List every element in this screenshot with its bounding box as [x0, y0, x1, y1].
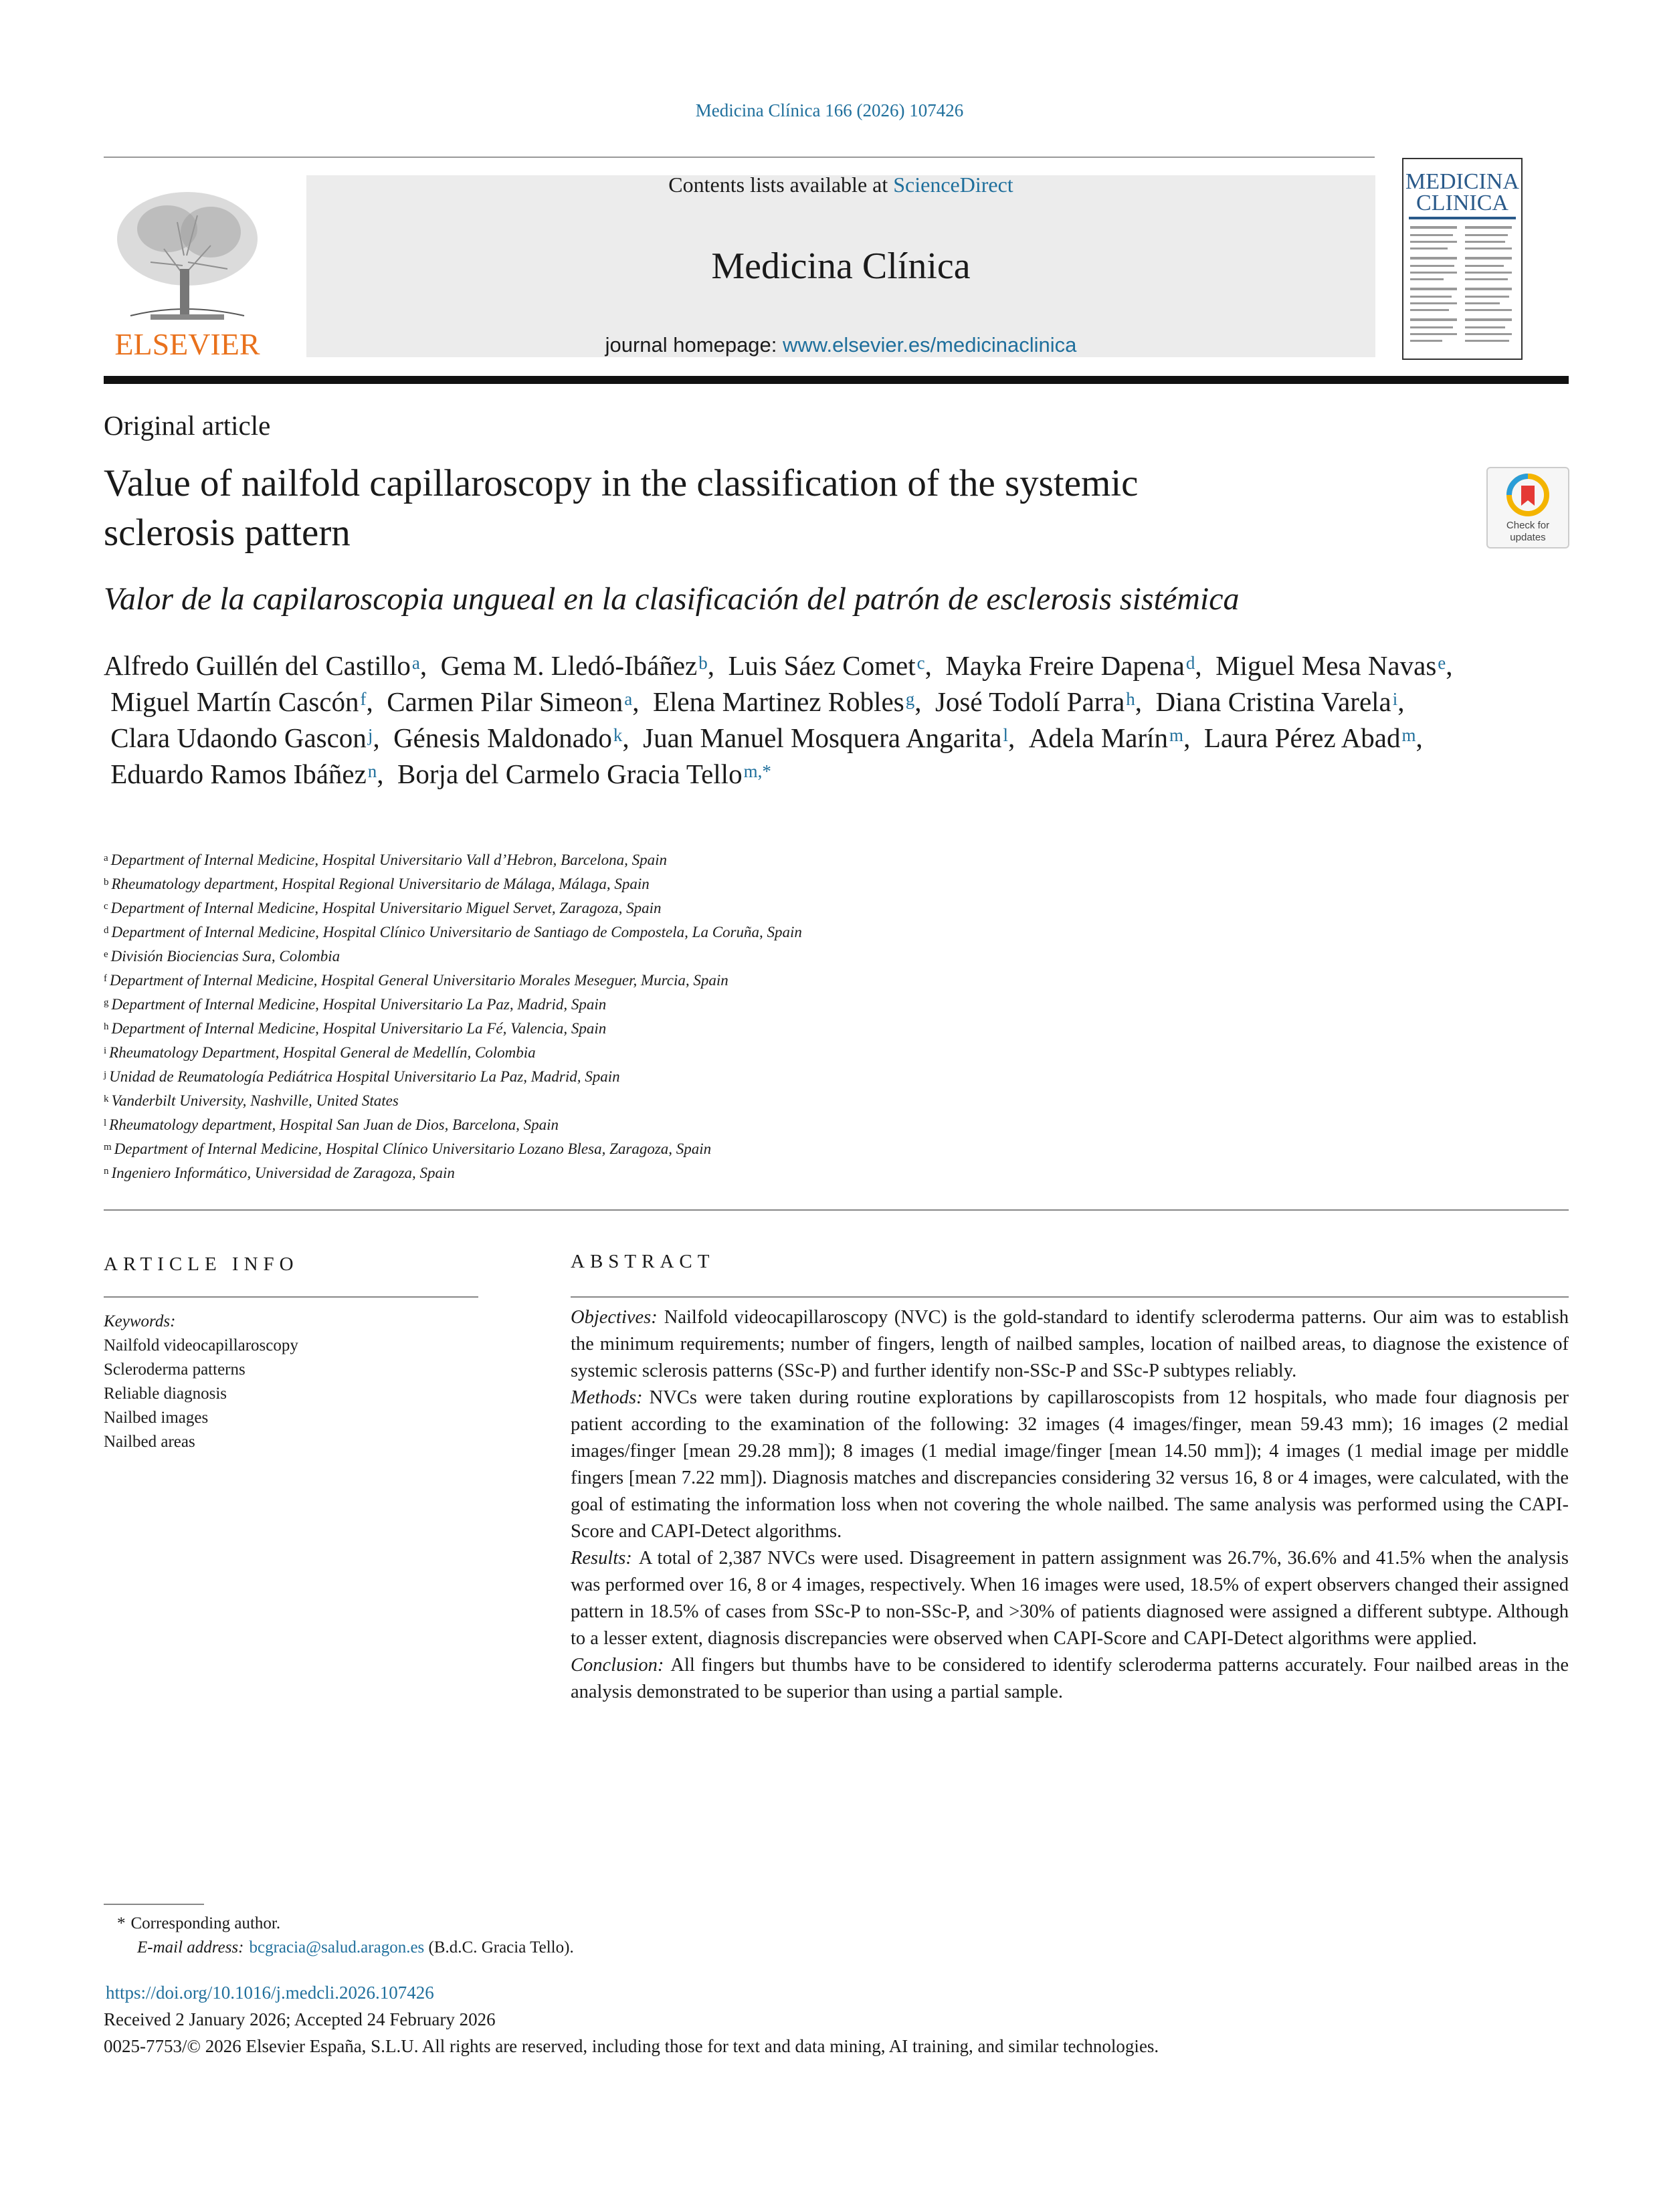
affiliation-text: Department of Internal Medicine, Hospital Universitario Vall d’Hebron, Barcelona, Spain	[110, 851, 667, 868]
crossmark-line-2: updates	[1510, 532, 1546, 543]
affiliation-item	[104, 896, 1442, 920]
author-name[interactable]: Carmen Pilar Simeon	[387, 686, 623, 717]
footnote-line-1	[104, 1912, 574, 1936]
author-name[interactable]: Eduardo Ramos Ibáñez	[110, 759, 367, 789]
affiliation-marker: d	[104, 925, 109, 936]
affiliation-marker: h	[104, 1021, 109, 1032]
affiliation-marker: m	[104, 1142, 112, 1152]
journal-cover-thumbnail[interactable]	[1402, 158, 1523, 360]
keyword-list	[104, 1334, 298, 1454]
affiliation-text: División Biociencias Sura, Colombia	[110, 948, 340, 965]
abstract-section	[571, 1304, 1569, 1385]
email-suffix: (B.d.C. Gracia Tello).	[424, 1938, 574, 1956]
corresponding-author-footnote	[104, 1912, 574, 1960]
affiliation-text: Rheumatology department, Hospital San Juan de Dios, Barcelona, Spain	[109, 1116, 559, 1133]
abstract-body	[571, 1304, 1569, 1706]
contents-prefix: Contents lists available at	[668, 173, 894, 197]
crossmark-icon	[1488, 468, 1568, 547]
author-email-link[interactable]: bcgracia@salud.aragon.es	[249, 1938, 425, 1956]
journal-homepage-link[interactable]: www.elsevier.es/medicinaclinica	[783, 333, 1077, 357]
affiliation-item	[104, 1161, 1442, 1185]
affiliation-text: Rheumatology Department, Hospital General de Medellín, Colombia	[109, 1044, 536, 1061]
affiliation-text: Department of Internal Medicine, Hospital Clínico Universitario de Santiago de Compostela, La Coruña, Spain	[111, 924, 802, 940]
title-line-2: sclerosis pattern	[104, 512, 351, 554]
author-name[interactable]: Alfredo Guillén del Castillo	[104, 650, 411, 681]
author-affiliation-marker[interactable]: a	[624, 689, 633, 709]
author-name[interactable]: Adela Marín	[1028, 722, 1169, 753]
abstract-section-label: Objectives:	[571, 1307, 658, 1328]
affiliation-item	[104, 1089, 1442, 1113]
abstract-section	[571, 1385, 1569, 1545]
author-name[interactable]: José Todolí Parra	[935, 686, 1125, 717]
affiliation-marker: c	[104, 901, 108, 912]
check-for-updates-button[interactable]	[1486, 467, 1569, 548]
article-type-label: Original article	[104, 410, 271, 441]
affiliation-item	[104, 920, 1442, 944]
publisher-wordmark: ELSEVIER	[114, 327, 260, 361]
keyword-item: Nailbed areas	[104, 1433, 195, 1451]
footnote-rule	[104, 1904, 204, 1905]
affiliation-item	[104, 1041, 1442, 1065]
affiliation-item	[104, 969, 1442, 993]
keyword-item: Nailfold videocapillaroscopy	[104, 1336, 298, 1354]
keywords-label: Keywords:	[104, 1312, 176, 1330]
author-affiliation-marker[interactable]: d	[1185, 653, 1195, 673]
abstract-section-label: Results:	[571, 1548, 632, 1569]
affiliation-text: Ingeniero Informático, Universidad de Zaragoza, Spain	[111, 1165, 455, 1181]
author-affiliation-marker[interactable]: f	[360, 689, 367, 709]
homepage-prefix: journal homepage:	[605, 333, 783, 357]
author-name[interactable]: Miguel Mesa Navas	[1215, 650, 1437, 681]
header-top-rule	[104, 157, 1375, 158]
article-subtitle-spanish: Valor de la capilaroscopia ungueal en la clasificación del patrón de esclerosis sistémica	[104, 581, 1240, 617]
author-list: Alfredo Guillén del Castillo$^a$, Gema M. Lledó-Ibáñez$^b$, Luis Sáez Comet$^c$, Mayka Freire Dapena$^d$, Miguel Mesa Navas$^e$, Miguel Martín Cascón$^f$, Carmen Pilar Simeon$^a$, Elena Martinez Robles$^g$, José Todolí Parra$^h$, Diana Cristina Varela$^i$, Clara Udaondo Gascon$^j$, Génesis Maldonado$^k$, Juan Manuel Mosquera Angarita$^l$, Adela Marín$^m$, Laura Pérez Abad$^m$, Eduardo Ramos Ibáñez$^n$, Borja del Carmelo Gracia Tello$^{m,*}$	[104, 650, 1453, 789]
author-name[interactable]: Elena Martinez Robles	[652, 686, 904, 717]
author-affiliation-marker[interactable]: e	[1438, 653, 1446, 673]
author-name[interactable]: Mayka Freire Dapena	[945, 650, 1185, 681]
author-name[interactable]: Diana Cristina Varela	[1155, 686, 1391, 717]
affiliation-item	[104, 872, 1442, 896]
journal-citation-link[interactable]: Medicina Clínica 166 (2026) 107426	[695, 100, 964, 120]
affiliation-text: Department of Internal Medicine, Hospital General Universitario Morales Meseguer, Murcia, Spain	[110, 972, 728, 989]
article-title	[104, 459, 1308, 558]
affiliation-text: Vanderbilt University, Nashville, United States	[111, 1092, 399, 1109]
affiliation-marker: j	[104, 1070, 107, 1080]
elsevier-tree-icon	[104, 175, 271, 363]
doi-link[interactable]: https://doi.org/10.1016/j.medcli.2026.107426	[106, 1983, 434, 2003]
author-affiliation-marker[interactable]: c	[916, 653, 925, 673]
affiliation-item	[104, 1065, 1442, 1089]
abstract-section	[571, 1652, 1569, 1706]
affiliation-marker: g	[104, 997, 109, 1008]
abstract-heading: ABSTRACT	[571, 1251, 715, 1272]
affiliation-text: Department of Internal Medicine, Hospital Universitario La Fé, Valencia, Spain	[111, 1020, 607, 1037]
cover-title-2: CLINICA	[1416, 191, 1508, 215]
elsevier-logo[interactable]	[104, 175, 271, 363]
abstract-section	[571, 1545, 1569, 1652]
affiliation-text: Unidad de Reumatología Pediátrica Hospital Universitario La Paz, Madrid, Spain	[109, 1068, 620, 1085]
author-affiliation-marker[interactable]: h	[1126, 689, 1135, 709]
journal-name: Medicina Clínica	[711, 245, 971, 287]
footnote-line-2	[104, 1936, 574, 1960]
author-affiliation-marker[interactable]: m	[1401, 725, 1416, 745]
abstract-section-text: All fingers but thumbs have to be considered to identify scleroderma patterns accurately. Four nailbed areas in the analysis demonstrated to be superior than using a partial sample.	[571, 1655, 1569, 1702]
abstract-section-text: NVCs were taken during routine explorations by capillaroscopists from 12 hospitals, who made four diagnosis per patient according to the examination of the following: 32 images (4 images/finger, mean 59.43 mm); 16 images (2 medial images/finger [mean 29.28 mm]); 8 images (1 medial image/finger [mean 14.50 mm]); 4 images (1 medial image per middle fingers [mean 7.22 mm]). Diagnosis matches and discrepancies considering 32 versus 16, 8 or 4 images, were calculated, with the goal of estimating the information loss when not covering the whole nailbed. The same analysis was performed using the CAPI-Score and CAPI-Detect algorithms.	[571, 1387, 1569, 1542]
keyword-item: Nailbed images	[104, 1409, 209, 1427]
author-name[interactable]: Miguel Martín Cascón	[110, 686, 359, 717]
footnote-corresponding: Corresponding author.	[130, 1914, 281, 1932]
article-info-rule	[104, 1296, 478, 1298]
author-affiliation-marker[interactable]: n	[367, 761, 377, 781]
affiliation-item	[104, 1113, 1442, 1137]
affiliation-item	[104, 1137, 1442, 1161]
author-affiliation-marker[interactable]: b	[698, 653, 708, 673]
author-affiliation-marker[interactable]: i	[1392, 689, 1398, 709]
article-info-heading: ARTICLE INFO	[104, 1253, 299, 1275]
keyword-item: Scleroderma patterns	[104, 1361, 246, 1379]
author-affiliation-marker[interactable]: k	[613, 725, 623, 745]
received-accepted-dates: Received 2 January 2026; Accepted 24 February 2026	[104, 2009, 496, 2029]
affiliation-marker: f	[104, 973, 107, 984]
affiliation-list	[104, 848, 1442, 1185]
header-bottom-rule	[104, 376, 1569, 384]
copyright-notice: 0025-7753/© 2026 Elsevier España, S.L.U. All rights are reserved, including those for text and data mining, AI training, and similar technologies.	[104, 2036, 1159, 2056]
affiliation-text: Department of Internal Medicine, Hospital Universitario Miguel Servet, Zaragoza, Spain	[110, 900, 662, 916]
title-line-1: Value of nailfold capillaroscopy in the classification of the systemic	[104, 462, 1139, 504]
abstract-section-text: A total of 2,387 NVCs were used. Disagreement in pattern assignment was 26.7%, 36.6% and 41.5% when the analysis was performed over 16, 8 or 4 images, respectively. When 16 images were used, 18.5% of expert observers changed their assigned pattern in 18.5% of cases from SSc-P to non-SSc-P, and >30% of patients diagnosed were assigned a different subtype. Although to a lesser extent, diagnosis discrepancies were observed when CAPI-Score and CAPI-Detect algorithms were applied.	[571, 1548, 1569, 1649]
author-affiliation-marker[interactable]: a	[411, 653, 420, 673]
affiliation-item	[104, 944, 1442, 969]
author-affiliation-marker[interactable]: g	[905, 689, 915, 709]
crossmark-line-1: Check for	[1506, 520, 1550, 531]
homepage-line	[306, 333, 1375, 357]
section-divider	[104, 1209, 1569, 1211]
author-affiliation-marker[interactable]: j	[367, 725, 373, 745]
abstract-section-text: Nailfold videocapillaroscopy (NVC) is the gold-standard to identify scleroderma patterns. Our aim was to establish the minimum requirements; number of fingers, length of nailbed samples, location of nailbed areas, to diagnose the existence of systemic sclerosis patterns (SSc-P) and further identify non-SSc-P and SSc-P subtypes reliably.	[571, 1307, 1569, 1381]
affiliation-item	[104, 993, 1442, 1017]
affiliation-text: Department of Internal Medicine, Hospital Clínico Universitario Lozano Blesa, Zaragoza, Spain	[114, 1140, 712, 1157]
affiliation-text: Rheumatology department, Hospital Regional Universitario de Málaga, Málaga, Spain	[111, 876, 650, 892]
author-name[interactable]: Juan Manuel Mosquera Angarita	[643, 722, 1002, 753]
author-affiliation-marker[interactable]: m,*	[743, 761, 771, 781]
abstract-section-label: Methods:	[571, 1387, 643, 1408]
affiliation-marker: b	[104, 877, 109, 888]
abstract-rule	[571, 1296, 1569, 1298]
sciencedirect-link[interactable]: ScienceDirect	[893, 173, 1013, 197]
affiliation-marker: e	[104, 949, 108, 960]
author-affiliation-marker[interactable]: m	[1169, 725, 1184, 745]
author-affiliation-marker[interactable]: l	[1003, 725, 1008, 745]
abstract-section-label: Conclusion:	[571, 1655, 664, 1676]
author-name[interactable]: Borja del Carmelo Gracia Tello	[397, 759, 743, 789]
affiliation-marker: i	[104, 1045, 107, 1056]
email-label: E-mail address:	[137, 1938, 244, 1956]
affiliation-marker: l	[104, 1118, 107, 1128]
keyword-item: Reliable diagnosis	[104, 1385, 227, 1403]
author-name[interactable]: Gema M. Lledó-Ibáñez	[440, 650, 698, 681]
cover-image-icon	[1403, 159, 1521, 359]
affiliation-item	[104, 848, 1442, 872]
affiliation-text: Department of Internal Medicine, Hospital Universitario La Paz, Madrid, Spain	[111, 996, 607, 1013]
affiliation-marker: n	[104, 1166, 109, 1177]
cover-title-1: MEDICINA	[1405, 169, 1519, 194]
author-name[interactable]: Luis Sáez Comet	[728, 650, 916, 681]
contents-line	[306, 173, 1375, 197]
affiliation-marker: a	[104, 853, 108, 864]
author-name[interactable]: Laura Pérez Abad	[1203, 722, 1401, 753]
author-name[interactable]: Clara Udaondo Gascon	[110, 722, 367, 753]
affiliation-item	[104, 1017, 1442, 1041]
keywords-block	[104, 1310, 298, 1454]
author-name[interactable]: Génesis Maldonado	[393, 722, 612, 753]
footnote-star: *	[117, 1914, 126, 1932]
affiliation-marker: k	[104, 1094, 109, 1104]
